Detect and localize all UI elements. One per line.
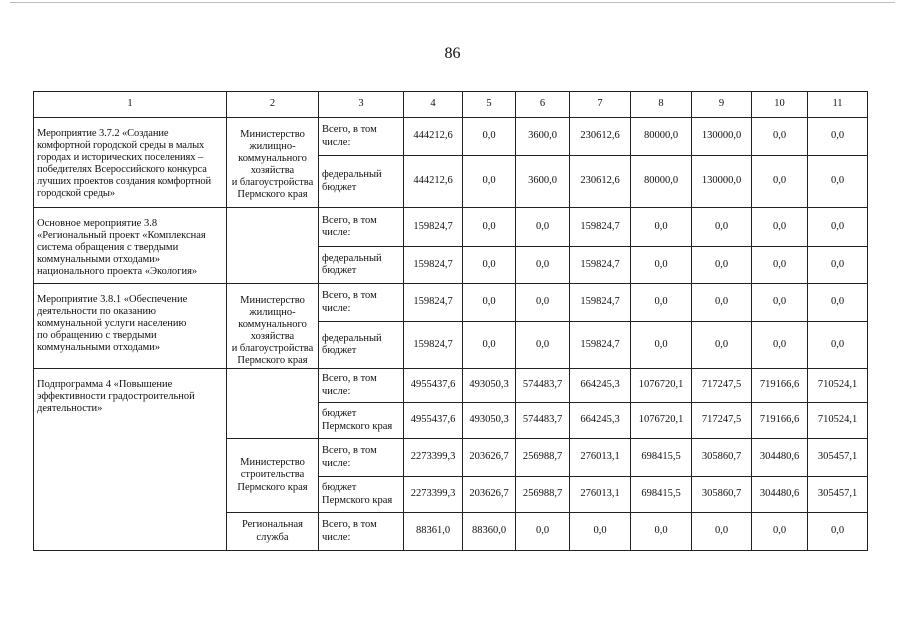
value-cell: 159824,7 xyxy=(570,208,631,247)
text-line: бюджет xyxy=(322,181,357,193)
value-cell: 493050,3 xyxy=(463,369,516,403)
value-cell: 0,0 xyxy=(752,208,808,247)
text-line: бюджет xyxy=(322,482,357,494)
text-line: по обращению с твердыми xyxy=(37,330,157,342)
executor-cell xyxy=(227,118,319,208)
value-cell: 0,0 xyxy=(631,513,692,551)
text-line: «Региональный проект «Комплексная xyxy=(37,230,206,242)
value-cell: 0,0 xyxy=(692,284,752,322)
value-cell: 444212,6 xyxy=(404,118,463,156)
value-cell: 130000,0 xyxy=(692,156,752,208)
value-cell: 0,0 xyxy=(516,322,570,369)
value-cell: 0,0 xyxy=(631,322,692,369)
text-line: Пермского края xyxy=(237,189,308,201)
value-cell: 0,0 xyxy=(516,284,570,322)
value-cell: 0,0 xyxy=(752,156,808,208)
column-header: 6 xyxy=(516,92,570,118)
page-number: 86 xyxy=(444,45,461,62)
value-cell: 4955437,6 xyxy=(404,403,463,439)
value-cell: 0,0 xyxy=(752,284,808,322)
value-cell: 276013,1 xyxy=(570,477,631,513)
value-cell: 717247,5 xyxy=(692,369,752,403)
measure-name-cell xyxy=(34,284,227,369)
funding-source-cell xyxy=(319,403,404,439)
value-cell: 710524,1 xyxy=(808,403,868,439)
value-cell: 88360,0 xyxy=(463,513,516,551)
value-cell: 0,0 xyxy=(516,208,570,247)
value-cell: 0,0 xyxy=(692,322,752,369)
text-line: Пермского края xyxy=(322,494,393,506)
value-cell: 305457,1 xyxy=(808,439,868,477)
value-cell: 0,0 xyxy=(692,208,752,247)
executor-cell xyxy=(227,369,319,439)
text-line: числе: xyxy=(322,302,351,314)
value-cell: 0,0 xyxy=(463,284,516,322)
value-cell: 0,0 xyxy=(631,284,692,322)
value-cell: 664245,3 xyxy=(570,403,631,439)
table-row xyxy=(34,369,868,403)
value-cell: 80000,0 xyxy=(631,156,692,208)
value-cell: 0,0 xyxy=(516,513,570,551)
text-line: победителях Всероссийского конкурса xyxy=(37,164,207,176)
value-cell: 0,0 xyxy=(752,322,808,369)
value-cell: 0,0 xyxy=(463,118,516,156)
text-line: федеральный xyxy=(322,252,382,264)
table-row xyxy=(34,284,868,322)
text-line: коммунальной услуги населению xyxy=(37,318,187,330)
value-cell: 444212,6 xyxy=(404,156,463,208)
value-cell: 159824,7 xyxy=(570,322,631,369)
value-cell: 305860,7 xyxy=(692,477,752,513)
text-line: Пермского края xyxy=(322,420,393,432)
column-header: 9 xyxy=(692,92,752,118)
budget-table xyxy=(33,91,868,551)
value-cell: 305860,7 xyxy=(692,439,752,477)
value-cell: 719166,6 xyxy=(752,369,808,403)
text-line: национального проекта «Экология» xyxy=(37,266,198,278)
value-cell: 3600,0 xyxy=(516,156,570,208)
value-cell: 230612,6 xyxy=(570,118,631,156)
column-header: 7 xyxy=(570,92,631,118)
text-line: деятельности по оказанию xyxy=(37,306,156,318)
value-cell: 203626,7 xyxy=(463,439,516,477)
funding-source-cell xyxy=(319,247,404,284)
value-cell: 0,0 xyxy=(631,208,692,247)
text-line: числе: xyxy=(322,385,351,397)
text-line: бюджет xyxy=(322,265,357,276)
text-line: Пермского края xyxy=(237,481,308,493)
text-line: жилищно- xyxy=(249,307,296,319)
column-header: 5 xyxy=(463,92,516,118)
column-header: 11 xyxy=(808,92,868,118)
value-cell: 2273399,3 xyxy=(404,439,463,477)
value-cell: 574483,7 xyxy=(516,403,570,439)
funding-source-cell xyxy=(319,439,404,477)
text-line: Министерство xyxy=(240,129,305,140)
table-row xyxy=(34,208,868,247)
value-cell: 493050,3 xyxy=(463,403,516,439)
text-line: Министерство xyxy=(240,295,305,306)
value-cell: 719166,6 xyxy=(752,403,808,439)
value-cell: 304480,6 xyxy=(752,439,808,477)
text-line: Мероприятие 3.8.1 «Обеспечение xyxy=(37,294,188,305)
measure-name-cell xyxy=(34,208,227,284)
text-line: и благоустройства xyxy=(231,343,314,355)
text-line: Подпрограмма 4 «Повышение xyxy=(37,379,173,390)
value-cell: 710524,1 xyxy=(808,369,868,403)
value-cell: 1076720,1 xyxy=(631,369,692,403)
column-header: 8 xyxy=(631,92,692,118)
header-row xyxy=(34,92,868,118)
value-cell: 0,0 xyxy=(463,322,516,369)
value-cell: 0,0 xyxy=(752,118,808,156)
value-cell: 0,0 xyxy=(808,284,868,322)
funding-source-cell xyxy=(319,208,404,247)
value-cell: 88361,0 xyxy=(404,513,463,551)
funding-source-cell xyxy=(319,513,404,551)
value-cell: 698415,5 xyxy=(631,477,692,513)
column-header: 3 xyxy=(319,92,404,118)
funding-source-cell xyxy=(319,118,404,156)
value-cell: 130000,0 xyxy=(692,118,752,156)
funding-source-cell xyxy=(319,156,404,208)
text-line: коммунальными отходами» xyxy=(37,254,161,266)
table-row xyxy=(34,118,868,156)
value-cell: 203626,7 xyxy=(463,477,516,513)
text-line: комфортной городской среды в малых xyxy=(37,140,205,152)
value-cell: 1076720,1 xyxy=(631,403,692,439)
text-line: федеральный xyxy=(322,169,382,181)
text-line: Всего, в том xyxy=(322,445,377,457)
value-cell: 698415,5 xyxy=(631,439,692,477)
text-line: Всего, в том xyxy=(322,519,377,531)
funding-source-cell xyxy=(319,477,404,513)
column-header: 10 xyxy=(752,92,808,118)
executor-cell xyxy=(227,208,319,284)
text-line: Всего, в том xyxy=(322,373,377,385)
measure-name-cell xyxy=(34,118,227,208)
column-header: 1 xyxy=(34,92,227,118)
measure-name-cell xyxy=(34,369,227,551)
value-cell: 0,0 xyxy=(570,513,631,551)
top-rule xyxy=(10,2,895,3)
value-cell: 0,0 xyxy=(808,118,868,156)
value-cell: 0,0 xyxy=(463,247,516,284)
text-line: бюджет xyxy=(322,408,357,420)
text-line: городах и исторических поселениях – xyxy=(37,152,204,164)
funding-source-cell xyxy=(319,322,404,369)
text-line: Министерство xyxy=(240,457,305,469)
value-cell: 0,0 xyxy=(692,247,752,284)
text-line: Всего, в том xyxy=(322,214,377,226)
text-line: деятельности» xyxy=(37,403,103,415)
text-line: бюджет xyxy=(322,345,357,356)
value-cell: 4955437,6 xyxy=(404,369,463,403)
value-cell: 159824,7 xyxy=(404,322,463,369)
text-line: эффективности градостроительной xyxy=(37,391,195,403)
value-cell: 0,0 xyxy=(516,247,570,284)
text-line: лучших проектов создания комфортной xyxy=(37,176,212,188)
text-line: числе: xyxy=(322,531,351,543)
text-line: Мероприятие 3.7.2 «Создание xyxy=(37,128,169,139)
text-line: хозяйства xyxy=(250,331,295,343)
value-cell: 0,0 xyxy=(808,247,868,284)
text-line: жилищно- xyxy=(249,141,296,153)
text-line: Региональная xyxy=(241,519,304,531)
value-cell: 574483,7 xyxy=(516,369,570,403)
text-line: коммунальными отходами» xyxy=(37,342,161,354)
value-cell: 0,0 xyxy=(463,208,516,247)
value-cell: 2273399,3 xyxy=(404,477,463,513)
column-header: 2 xyxy=(227,92,319,118)
value-cell: 256988,7 xyxy=(516,439,570,477)
text-line: коммунального xyxy=(238,153,307,165)
text-line: числе: xyxy=(322,136,351,148)
value-cell: 3600,0 xyxy=(516,118,570,156)
text-line: коммунального xyxy=(238,319,307,331)
text-line: числе: xyxy=(322,457,351,469)
text-line: Пермского края xyxy=(237,355,308,367)
funding-source-cell xyxy=(319,284,404,322)
text-line: Всего, в том xyxy=(322,290,377,302)
text-line: федеральный xyxy=(322,332,382,344)
executor-cell xyxy=(227,439,319,513)
value-cell: 159824,7 xyxy=(404,247,463,284)
value-cell: 305457,1 xyxy=(808,477,868,513)
text-line: числе: xyxy=(322,227,351,238)
value-cell: 0,0 xyxy=(808,156,868,208)
value-cell: 159824,7 xyxy=(570,284,631,322)
value-cell: 717247,5 xyxy=(692,403,752,439)
value-cell: 0,0 xyxy=(463,156,516,208)
value-cell: 159824,7 xyxy=(404,284,463,322)
text-line: и благоустройства xyxy=(231,177,314,189)
text-line: система обращения с твердыми xyxy=(37,242,179,254)
text-line: служба xyxy=(256,531,289,543)
text-line: Основное мероприятие 3.8 xyxy=(37,218,158,229)
value-cell: 0,0 xyxy=(808,208,868,247)
text-line: Всего, в том xyxy=(322,124,377,136)
value-cell: 304480,6 xyxy=(752,477,808,513)
value-cell: 80000,0 xyxy=(631,118,692,156)
value-cell: 159824,7 xyxy=(570,247,631,284)
executor-cell xyxy=(227,513,319,551)
value-cell: 0,0 xyxy=(631,247,692,284)
value-cell: 0,0 xyxy=(692,513,752,551)
text-line: городской среды» xyxy=(37,188,116,200)
value-cell: 0,0 xyxy=(752,513,808,551)
value-cell: 664245,3 xyxy=(570,369,631,403)
value-cell: 276013,1 xyxy=(570,439,631,477)
value-cell: 256988,7 xyxy=(516,477,570,513)
text-line: строительства xyxy=(240,469,305,481)
executor-cell xyxy=(227,284,319,369)
column-header: 4 xyxy=(404,92,463,118)
value-cell: 159824,7 xyxy=(404,208,463,247)
value-cell: 230612,6 xyxy=(570,156,631,208)
value-cell: 0,0 xyxy=(752,247,808,284)
value-cell: 0,0 xyxy=(808,322,868,369)
funding-source-cell xyxy=(319,369,404,403)
value-cell: 0,0 xyxy=(808,513,868,551)
text-line: хозяйства xyxy=(250,165,295,177)
